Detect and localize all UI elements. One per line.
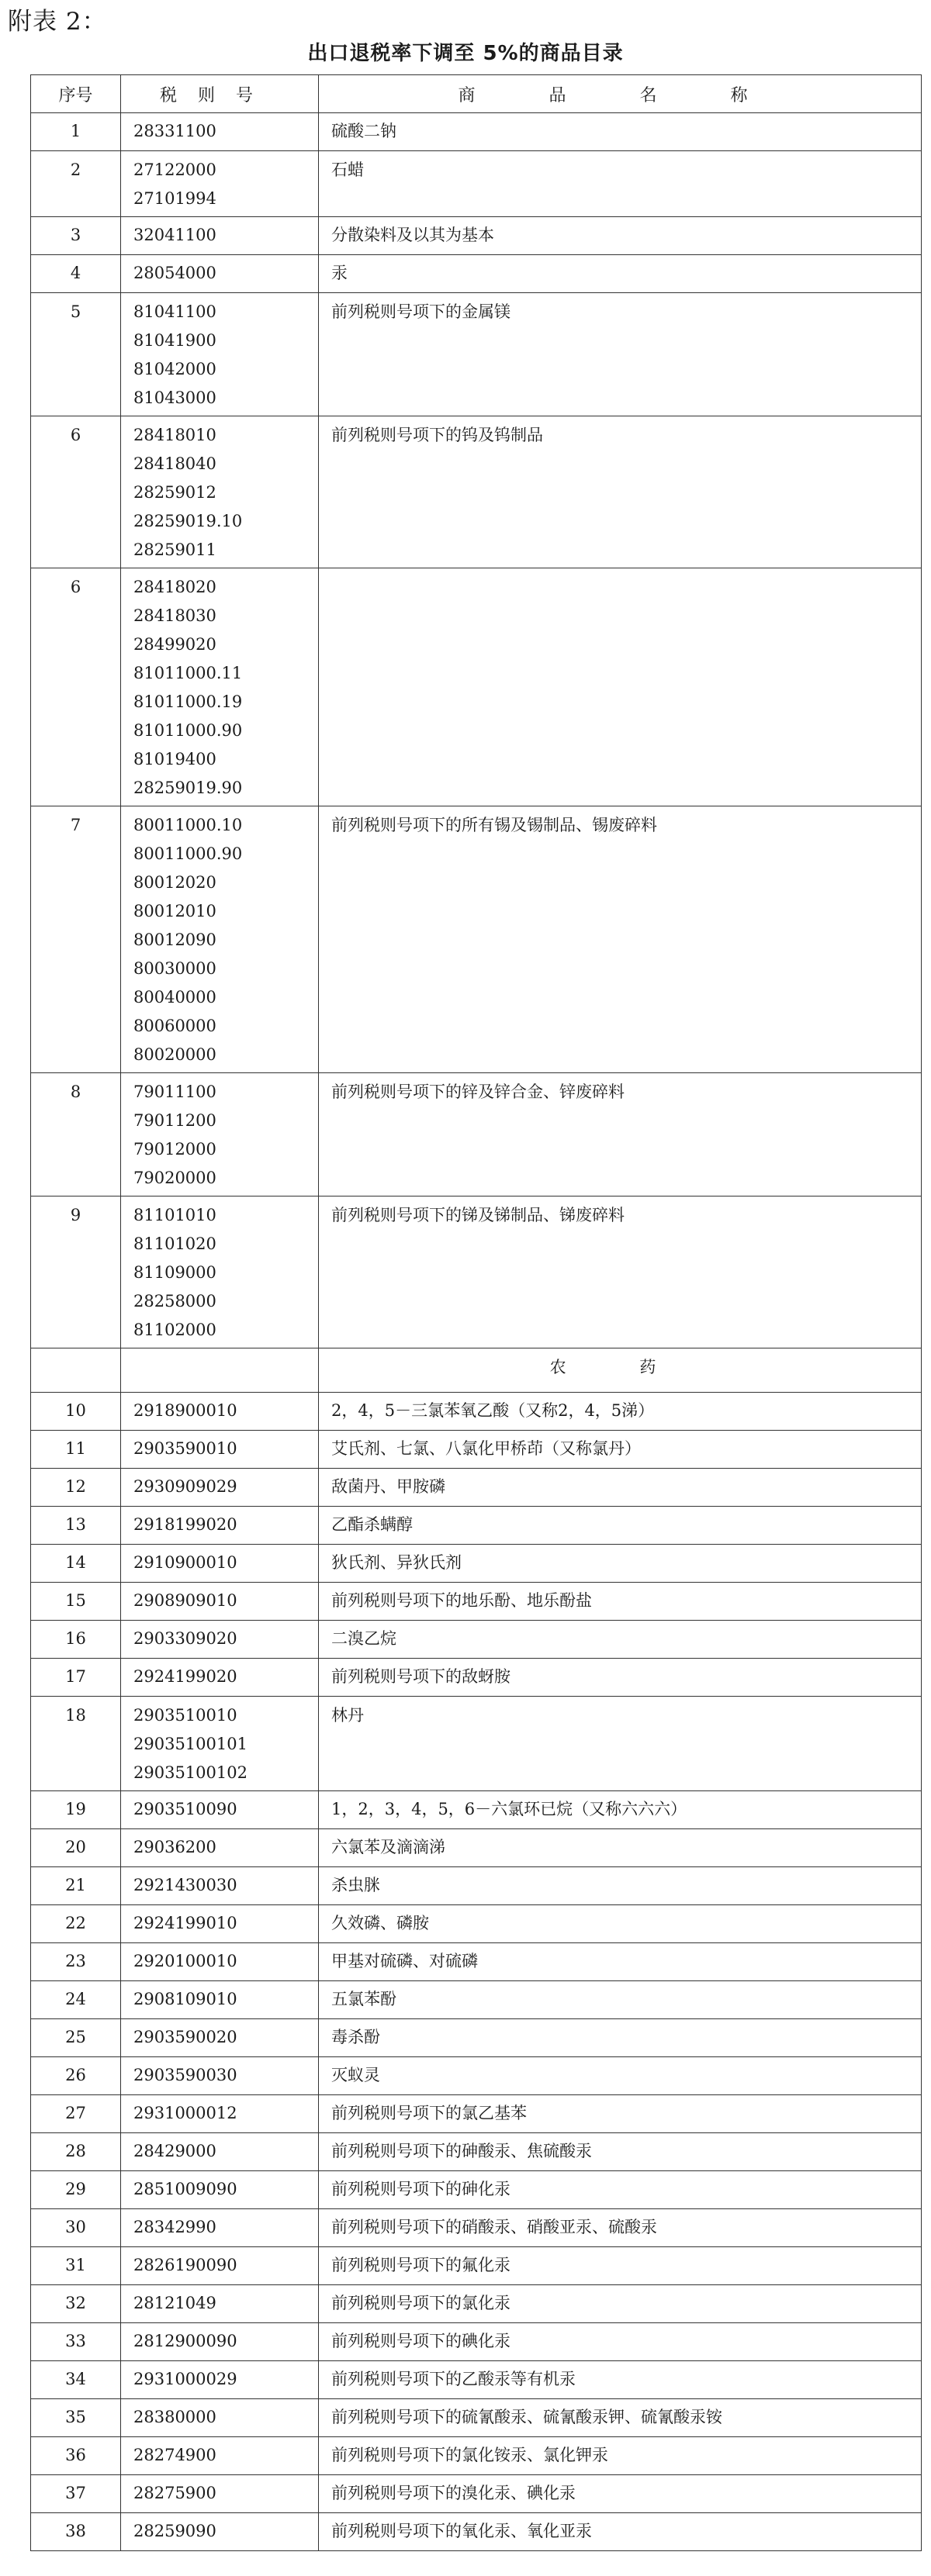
row-codes xyxy=(121,1829,319,1867)
row-codes xyxy=(121,1981,319,2019)
row-name: 毒杀酚 xyxy=(319,2019,922,2057)
row-name: 前列税则号项下的砷化汞 xyxy=(319,2171,922,2209)
table-body-metals xyxy=(31,113,922,1348)
tariff-code: 28275900 xyxy=(133,2484,216,2502)
row-seq: 35 xyxy=(31,2399,121,2437)
table-row xyxy=(31,2475,922,2513)
tariff-code: 2930909029 xyxy=(133,1477,237,1496)
table-row xyxy=(31,2399,922,2437)
row-seq: 26 xyxy=(31,2057,121,2095)
row-codes xyxy=(121,1196,319,1348)
table-row xyxy=(31,1867,922,1905)
row-codes xyxy=(121,113,319,151)
tariff-code: 81101020 xyxy=(133,1234,216,1253)
row-seq: 24 xyxy=(31,1981,121,2019)
table-row xyxy=(31,1469,922,1507)
tariff-code: 28418040 xyxy=(133,454,216,473)
tariff-code: 2931000012 xyxy=(133,2104,237,2122)
row-name: 狄氏剂、异狄氏剂 xyxy=(319,1545,922,1583)
tariff-code: 2812900090 xyxy=(133,2332,237,2350)
tariff-code: 28259012 xyxy=(133,483,216,502)
tariff-code: 81019400 xyxy=(133,750,216,768)
row-name: 甲基对硫磷、对硫磷 xyxy=(319,1943,922,1981)
tariff-code: 2903309020 xyxy=(133,1629,237,1648)
section-label: 农 药 xyxy=(549,1358,690,1376)
tariff-code: 2903590010 xyxy=(133,1439,237,1458)
tariff-code: 81041900 xyxy=(133,331,216,350)
tariff-code: 2910900010 xyxy=(133,1553,237,1572)
row-seq: 1 xyxy=(31,113,121,151)
tariff-code: 81041100 xyxy=(133,302,216,321)
table-row xyxy=(31,113,922,151)
tariff-code: 28259019.90 xyxy=(133,779,243,797)
row-codes xyxy=(121,2247,319,2285)
row-name: 杀虫脒 xyxy=(319,1867,922,1905)
row-name: 乙酯杀螨醇 xyxy=(319,1507,922,1545)
row-codes xyxy=(121,1583,319,1621)
tariff-code: 2920100010 xyxy=(133,1952,237,1970)
row-codes xyxy=(121,255,319,293)
table-row xyxy=(31,1393,922,1431)
row-name: 艾氏剂、七氯、八氯化甲桥茚（又称氯丹） xyxy=(319,1431,922,1469)
table-body-section xyxy=(31,1348,922,1393)
row-name: 前列税则号项下的钨及钨制品 xyxy=(319,416,922,568)
table-row xyxy=(31,2285,922,2323)
row-name: 2，4，5－三氯苯氧乙酸（又称2，4，5涕） xyxy=(319,1393,922,1431)
row-codes xyxy=(121,293,319,416)
row-seq: 14 xyxy=(31,1545,121,1583)
table-row xyxy=(31,1659,922,1697)
row-codes xyxy=(121,2095,319,2133)
document-title: 出口退税率下调至 5%的商品目录 xyxy=(307,42,624,65)
tariff-code: 80030000 xyxy=(133,959,216,978)
row-name: 前列税则号项下的硝酸汞、硝酸亚汞、硫酸汞 xyxy=(319,2209,922,2247)
row-seq: 36 xyxy=(31,2437,121,2475)
tariff-code: 79020000 xyxy=(133,1169,216,1187)
row-seq: 22 xyxy=(31,1905,121,1943)
row-seq: 11 xyxy=(31,1431,121,1469)
table-row xyxy=(31,151,922,217)
row-name: 1，2，3，4，5，6－六氯环已烷（又称六六六） xyxy=(319,1791,922,1829)
row-seq: 5 xyxy=(31,293,121,416)
row-seq: 28 xyxy=(31,2133,121,2171)
row-seq: 18 xyxy=(31,1697,121,1791)
row-name: 前列税则号项下的氯乙基苯 xyxy=(319,2095,922,2133)
row-name: 分散染料及以其为基本 xyxy=(319,217,922,255)
tariff-code: 2918199020 xyxy=(133,1515,237,1534)
tariff-code: 28121049 xyxy=(133,2294,216,2312)
table-row xyxy=(31,1981,922,2019)
table-row xyxy=(31,255,922,293)
tariff-code: 28418020 xyxy=(133,578,216,596)
row-seq: 19 xyxy=(31,1791,121,1829)
row-seq: 38 xyxy=(31,2513,121,2551)
row-codes xyxy=(121,2323,319,2361)
tariff-code: 2921430030 xyxy=(133,1876,237,1894)
row-seq: 21 xyxy=(31,1867,121,1905)
table-row xyxy=(31,217,922,255)
row-name: 前列税则号项下的硫氰酸汞、硫氰酸汞钾、硫氰酸汞铵 xyxy=(319,2399,922,2437)
row-codes xyxy=(121,2361,319,2399)
tariff-code: 28054000 xyxy=(133,264,216,282)
table-row xyxy=(31,1791,922,1829)
table-row xyxy=(31,2247,922,2285)
tariff-code: 28499020 xyxy=(133,635,216,654)
row-seq: 30 xyxy=(31,2209,121,2247)
row-name: 灭蚁灵 xyxy=(319,2057,922,2095)
row-codes xyxy=(121,1697,319,1791)
tariff-code: 80011000.90 xyxy=(133,844,243,863)
row-seq: 17 xyxy=(31,1659,121,1697)
row-codes xyxy=(121,2057,319,2095)
table-row xyxy=(31,2019,922,2057)
row-seq: 25 xyxy=(31,2019,121,2057)
row-codes xyxy=(121,568,319,806)
tariff-code: 2826190090 xyxy=(133,2256,237,2274)
section-row xyxy=(31,1348,922,1393)
table-row xyxy=(31,2361,922,2399)
row-name: 前列税则号项下的地乐酚、地乐酚盐 xyxy=(319,1583,922,1621)
row-name: 前列税则号项下的金属镁 xyxy=(319,293,922,416)
row-name: 硫酸二钠 xyxy=(319,113,922,151)
row-codes xyxy=(121,1867,319,1905)
tariff-code: 28259011 xyxy=(133,540,216,559)
row-codes xyxy=(121,1621,319,1659)
row-name: 前列税则号项下的所有锡及锡制品、锡废碎料 xyxy=(319,806,922,1073)
tariff-code: 80020000 xyxy=(133,1045,216,1064)
row-codes xyxy=(121,2399,319,2437)
row-codes xyxy=(121,2171,319,2209)
row-codes xyxy=(121,1659,319,1697)
table-row xyxy=(31,1829,922,1867)
table-row xyxy=(31,1621,922,1659)
tariff-code: 28342990 xyxy=(133,2218,216,2236)
tariff-code: 2924199020 xyxy=(133,1667,237,1686)
row-name: 石蜡 xyxy=(319,151,922,217)
row-seq: 6 xyxy=(31,416,121,568)
tariff-code: 28429000 xyxy=(133,2142,216,2160)
row-seq: 34 xyxy=(31,2361,121,2399)
tariff-code: 27122000 xyxy=(133,161,216,179)
tariff-code: 2908909010 xyxy=(133,1591,237,1610)
table-row xyxy=(31,1507,922,1545)
row-name: 五氯苯酚 xyxy=(319,1981,922,2019)
row-seq: 3 xyxy=(31,217,121,255)
row-seq: 20 xyxy=(31,1829,121,1867)
tariff-code: 2903510090 xyxy=(133,1800,237,1818)
tariff-code: 81102000 xyxy=(133,1321,216,1339)
tariff-code: 28274900 xyxy=(133,2446,216,2464)
tariff-code: 81101010 xyxy=(133,1206,216,1224)
table-row xyxy=(31,1905,922,1943)
header-row xyxy=(31,75,922,113)
tariff-code: 2908109010 xyxy=(133,1990,237,2008)
row-codes xyxy=(121,2513,319,2551)
row-name: 前列税则号项下的氟化汞 xyxy=(319,2247,922,2285)
tariff-code: 2903590020 xyxy=(133,2028,237,2046)
row-seq: 10 xyxy=(31,1393,121,1431)
table-row xyxy=(31,2437,922,2475)
table-body-pesticides xyxy=(31,1393,922,2551)
row-seq: 7 xyxy=(31,806,121,1073)
row-name: 前列税则号项下的乙酸汞等有机汞 xyxy=(319,2361,922,2399)
tariff-code: 28258000 xyxy=(133,1292,216,1310)
table-row xyxy=(31,2171,922,2209)
commodity-table xyxy=(30,74,922,2551)
row-name: 前列税则号项下的锑及锑制品、锑废碎料 xyxy=(319,1196,922,1348)
tariff-code: 28380000 xyxy=(133,2408,216,2426)
row-codes xyxy=(121,806,319,1073)
row-name: 前列税则号项下的砷酸汞、焦硫酸汞 xyxy=(319,2133,922,2171)
row-seq: 6 xyxy=(31,568,121,806)
row-name: 前列税则号项下的碘化汞 xyxy=(319,2323,922,2361)
section-seq-cell xyxy=(31,1348,121,1393)
row-name: 前列税则号项下的氯化汞 xyxy=(319,2285,922,2323)
table-row xyxy=(31,568,922,806)
tariff-code: 80012010 xyxy=(133,902,216,920)
row-name: 前列税则号项下的溴化汞、碘化汞 xyxy=(319,2475,922,2513)
row-seq: 29 xyxy=(31,2171,121,2209)
tariff-code: 79012000 xyxy=(133,1140,216,1159)
row-seq: 13 xyxy=(31,1507,121,1545)
table-row xyxy=(31,2095,922,2133)
row-codes xyxy=(121,2133,319,2171)
tariff-code: 81109000 xyxy=(133,1263,216,1282)
table-row xyxy=(31,1431,922,1469)
row-name: 汞 xyxy=(319,255,922,293)
row-codes xyxy=(121,1545,319,1583)
table-row xyxy=(31,2513,922,2551)
row-codes xyxy=(121,2019,319,2057)
tariff-code: 27101994 xyxy=(133,189,216,208)
row-codes xyxy=(121,1791,319,1829)
header-seq: 序号 xyxy=(31,75,121,113)
tariff-code: 81042000 xyxy=(133,360,216,378)
row-seq: 31 xyxy=(31,2247,121,2285)
tariff-code: 28259019.10 xyxy=(133,512,243,530)
tariff-code: 29036200 xyxy=(133,1838,216,1856)
row-seq: 4 xyxy=(31,255,121,293)
row-name: 林丹 xyxy=(319,1697,922,1791)
row-seq: 9 xyxy=(31,1196,121,1348)
row-name: 前列税则号项下的锌及锌合金、锌废碎料 xyxy=(319,1073,922,1196)
row-name: 久效磷、磷胺 xyxy=(319,1905,922,1943)
row-name: 前列税则号项下的敌蚜胺 xyxy=(319,1659,922,1697)
row-codes xyxy=(121,151,319,217)
row-name: 六氯苯及滴滴涕 xyxy=(319,1829,922,1867)
tariff-code: 2931000029 xyxy=(133,2370,237,2388)
section-label-cell xyxy=(319,1348,922,1393)
row-codes xyxy=(121,1393,319,1431)
row-seq: 8 xyxy=(31,1073,121,1196)
section-code-cell xyxy=(121,1348,319,1393)
tariff-code: 28259090 xyxy=(133,2522,216,2540)
tariff-code: 29035100102 xyxy=(133,1763,247,1782)
table-row xyxy=(31,293,922,416)
header-code: 税 则 号 xyxy=(121,75,319,113)
tariff-code: 81011000.19 xyxy=(133,692,243,711)
row-seq: 33 xyxy=(31,2323,121,2361)
row-seq: 23 xyxy=(31,1943,121,1981)
tariff-code: 28418030 xyxy=(133,606,216,625)
row-codes xyxy=(121,1507,319,1545)
tariff-code: 80060000 xyxy=(133,1017,216,1035)
row-codes xyxy=(121,416,319,568)
tariff-code: 2918900010 xyxy=(133,1401,237,1420)
table-row xyxy=(31,806,922,1073)
annex-label: 附表 2： xyxy=(8,8,107,36)
tariff-code: 2851009090 xyxy=(133,2180,237,2198)
table-row xyxy=(31,416,922,568)
row-seq: 27 xyxy=(31,2095,121,2133)
tariff-code: 32041100 xyxy=(133,226,216,244)
tariff-code: 80040000 xyxy=(133,988,216,1007)
table-row xyxy=(31,2057,922,2095)
tariff-code: 80012090 xyxy=(133,931,216,949)
row-codes xyxy=(121,2209,319,2247)
row-seq: 12 xyxy=(31,1469,121,1507)
row-seq: 16 xyxy=(31,1621,121,1659)
row-codes xyxy=(121,2475,319,2513)
tariff-code: 2903510010 xyxy=(133,1706,237,1725)
table-row xyxy=(31,2209,922,2247)
row-codes xyxy=(121,1431,319,1469)
table-row xyxy=(31,1196,922,1348)
tariff-code: 2924199010 xyxy=(133,1914,237,1932)
row-codes xyxy=(121,1073,319,1196)
row-name: 二溴乙烷 xyxy=(319,1621,922,1659)
row-seq: 2 xyxy=(31,151,121,217)
row-name: 前列税则号项下的氯化铵汞、氯化钾汞 xyxy=(319,2437,922,2475)
header-name: 商 品 名 称 xyxy=(319,75,922,113)
tariff-code: 80012020 xyxy=(133,873,216,892)
row-codes xyxy=(121,2437,319,2475)
tariff-code: 29035100101 xyxy=(133,1735,247,1753)
row-name: 敌菌丹、甲胺磷 xyxy=(319,1469,922,1507)
table-row xyxy=(31,1545,922,1583)
row-codes xyxy=(121,1905,319,1943)
table-row xyxy=(31,2323,922,2361)
table-row xyxy=(31,1943,922,1981)
tariff-code: 28331100 xyxy=(133,122,216,140)
tariff-code: 28418010 xyxy=(133,426,216,444)
tariff-code: 79011200 xyxy=(133,1111,216,1130)
table-row xyxy=(31,1697,922,1791)
row-codes xyxy=(121,217,319,255)
tariff-code: 80011000.10 xyxy=(133,816,243,834)
tariff-code: 79011100 xyxy=(133,1083,216,1101)
tariff-code: 81011000.90 xyxy=(133,721,243,740)
row-name xyxy=(319,568,922,806)
row-name: 前列税则号项下的氧化汞、氧化亚汞 xyxy=(319,2513,922,2551)
table-row xyxy=(31,1073,922,1196)
row-codes xyxy=(121,1943,319,1981)
row-codes xyxy=(121,1469,319,1507)
table-row xyxy=(31,2133,922,2171)
row-codes xyxy=(121,2285,319,2323)
table-row xyxy=(31,1583,922,1621)
row-seq: 32 xyxy=(31,2285,121,2323)
tariff-code: 81043000 xyxy=(133,388,216,407)
tariff-code: 81011000.11 xyxy=(133,664,243,682)
row-seq: 15 xyxy=(31,1583,121,1621)
row-seq: 37 xyxy=(31,2475,121,2513)
tariff-code: 2903590030 xyxy=(133,2066,237,2084)
